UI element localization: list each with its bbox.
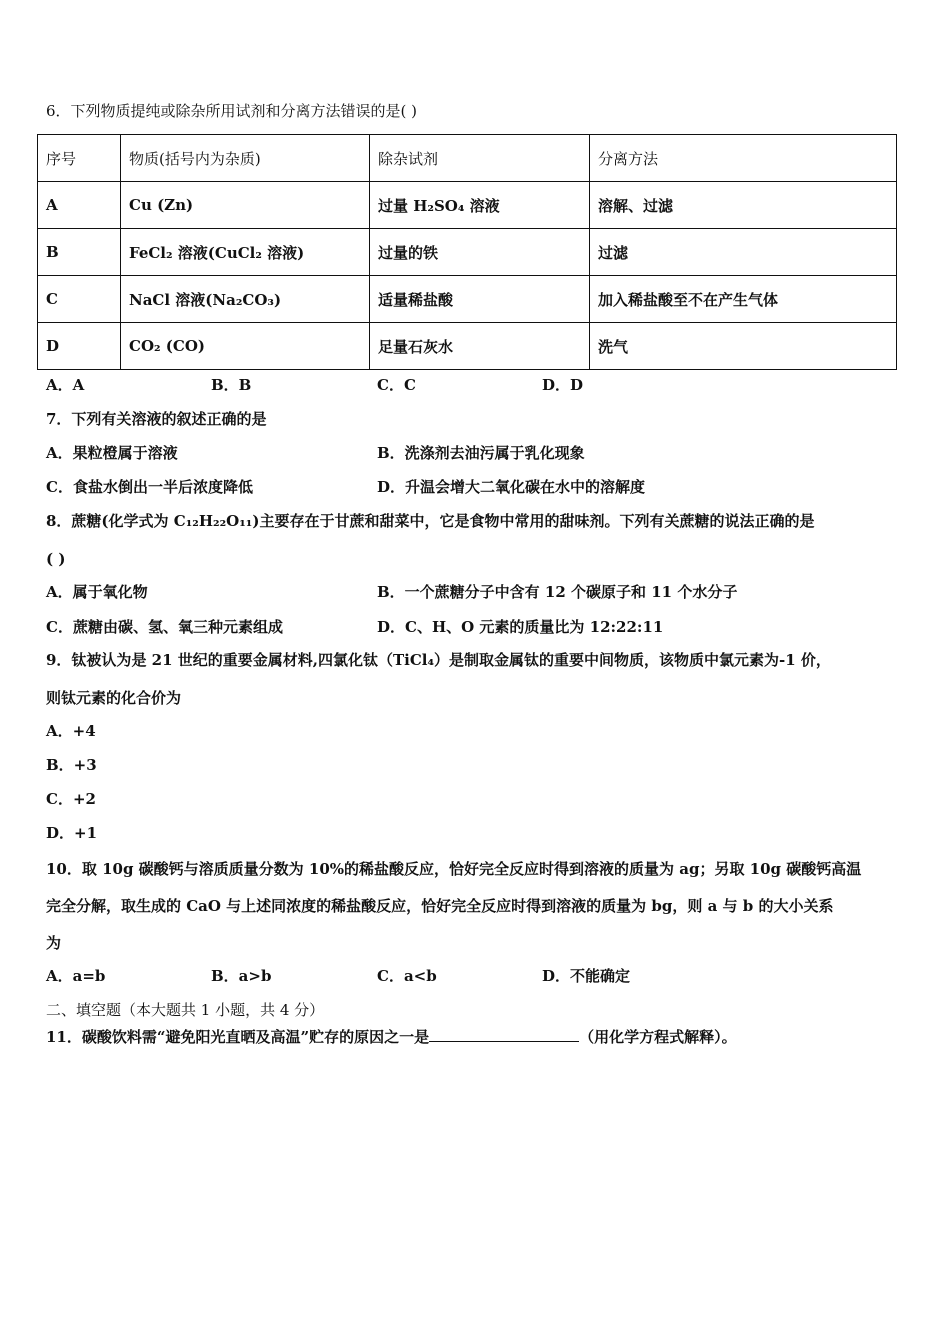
table-cell: 适量稀盐酸 [370, 276, 590, 323]
q6-stem: 6．下列物质提纯或除杂所用试剂和分离方法错误的是( ) [46, 102, 418, 120]
table-cell: 过滤 [590, 229, 897, 276]
q10-stem-line1: 10．取 10g 碳酸钙与溶质质量分数为 10%的稀盐酸反应，恰好完全反应时得到溶液的质量为 ag；另取 10g 碳酸钙高温 [46, 860, 862, 878]
q9-option-d[interactable]: D．+1 [46, 824, 98, 842]
q10-option-d[interactable]: D．不能确定 [542, 967, 631, 985]
header-cell: 分离方法 [590, 135, 897, 182]
q6-option-d[interactable]: D．D [542, 376, 584, 394]
table-cell: 过量的铁 [370, 229, 590, 276]
table-cell: 溶解、过滤 [590, 182, 897, 229]
q11-answer-blank[interactable] [429, 1025, 579, 1042]
q7-option-b[interactable]: B．洗涤剂去油污属于乳化现象 [377, 444, 585, 462]
table-row [38, 229, 897, 276]
q11-stem-after: （用化学方程式解释）。 [579, 1028, 737, 1046]
table-cell: B [38, 229, 121, 276]
q7-option-d[interactable]: D．升温会增大二氧化碳在水中的溶解度 [377, 478, 646, 496]
q7-option-c[interactable]: C．食盐水倒出一半后浓度降低 [46, 478, 253, 496]
table-cell: 加入稀盐酸至不在产生气体 [590, 276, 897, 323]
q6-option-a[interactable]: A．A [46, 376, 85, 394]
table-cell: 足量石灰水 [370, 323, 590, 370]
q8-option-a[interactable]: A．属于氧化物 [46, 583, 148, 601]
q8-option-c[interactable]: C．蔗糖由碳、氢、氧三种元素组成 [46, 618, 283, 636]
table-header-row [38, 135, 897, 182]
q10-stem-line2: 完全分解，取生成的 CaO 与上述同浓度的稀盐酸反应，恰好完全反应时得到溶液的质量为 bg，则 a 与 b 的大小关系 [46, 897, 834, 915]
table-row [38, 323, 897, 370]
q10-option-a[interactable]: A．a=b [46, 967, 106, 985]
table-cell: A [38, 182, 121, 229]
table-cell: FeCl₂ 溶液(CuCl₂ 溶液) [121, 229, 370, 276]
q8-option-d[interactable]: D．C、H、O 元素的质量比为 12:22:11 [377, 618, 664, 636]
table-row [38, 276, 897, 323]
q11-stem-before: 11．碳酸饮料需“避免阳光直晒及高温”贮存的原因之一是 [46, 1028, 430, 1046]
q11-stem [46, 1025, 737, 1047]
table-cell: CO₂ (CO) [121, 323, 370, 370]
q9-stem-line2: 则钛元素的化合价为 [46, 689, 182, 707]
header-cell: 除杂试剂 [370, 135, 590, 182]
q9-stem-line1: 9．钛被认为是 21 世纪的重要金属材料,四氯化钛（TiCl₄）是制取金属钛的重要中间物质，该物质中氯元素为-1 价， [46, 651, 831, 669]
table-cell: 洗气 [590, 323, 897, 370]
q8-stem-line1: 8．蔗糖(化学式为 C₁₂H₂₂O₁₁)主要存在于甘蔗和甜菜中，它是食物中常用的甜味剂。下列有关蔗糖的说法正确的是 [46, 512, 815, 530]
table-cell: 过量 H₂SO₄ 溶液 [370, 182, 590, 229]
q9-option-b[interactable]: B．+3 [46, 756, 97, 774]
header-cell: 序号 [38, 135, 121, 182]
q6-option-c[interactable]: C．C [377, 376, 416, 394]
q9-option-c[interactable]: C．+2 [46, 790, 96, 808]
table-cell: Cu (Zn) [121, 182, 370, 229]
q8-option-b[interactable]: B．一个蔗糖分子中含有 12 个碳原子和 11 个水分子 [377, 583, 738, 601]
q9-option-a[interactable]: A．+4 [46, 722, 96, 740]
q10-option-b[interactable]: B．a>b [211, 967, 272, 985]
table-cell: C [38, 276, 121, 323]
q6-option-b[interactable]: B．B [211, 376, 252, 394]
q8-stem-line2: ( ) [46, 550, 66, 568]
table-cell: NaCl 溶液(Na₂CO₃) [121, 276, 370, 323]
table-row [38, 182, 897, 229]
table-cell: D [38, 323, 121, 370]
section-title: 二、填空题（本大题共 1 小题，共 4 分） [46, 1001, 325, 1019]
q10-stem-line3: 为 [46, 934, 62, 952]
q7-option-a[interactable]: A．果粒橙属于溶液 [46, 444, 178, 462]
q6-table [37, 134, 897, 370]
header-cell: 物质(括号内为杂质) [121, 135, 370, 182]
q7-stem: 7．下列有关溶液的叙述正确的是 [46, 410, 267, 428]
q10-option-c[interactable]: C．a<b [377, 967, 437, 985]
